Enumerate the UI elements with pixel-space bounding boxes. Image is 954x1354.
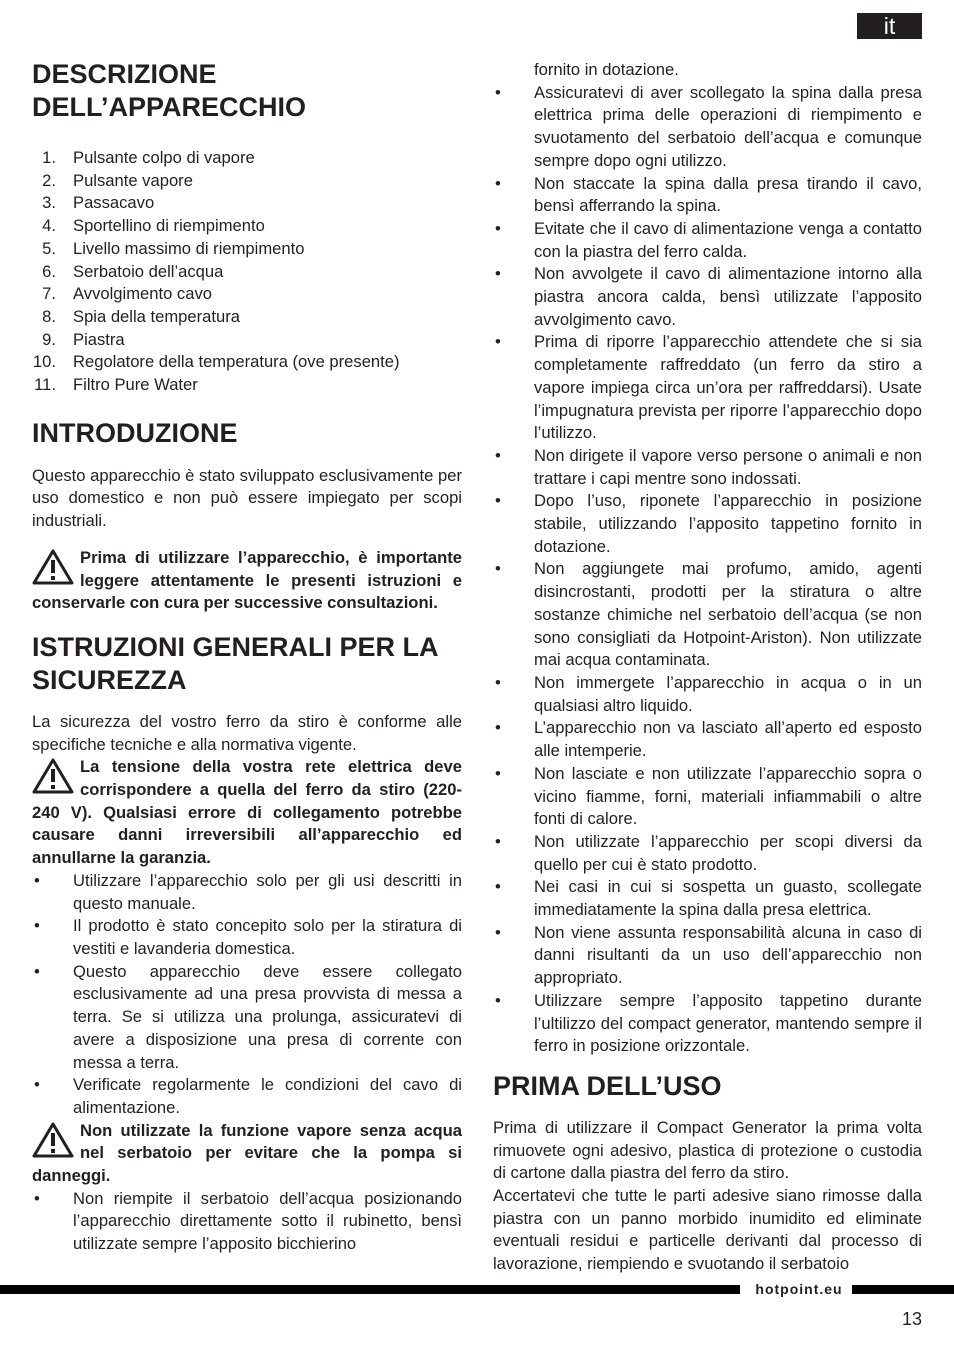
list-item: • Utilizzare sempre l’apposito tappetino durante l’ultilizzo del compact generator, mantendo sempre il ferro in posizione orizzontale. [495,990,922,1056]
list-item: 6. Serbatoio dell’acqua [42,261,224,281]
warning-triangle-icon [32,1122,74,1158]
list-item: 11. Filtro Pure Water [34,375,198,395]
language-tab: it [857,13,922,39]
safety-paragraph: La sicurezza del vostro ferro da stiro è conforme alle specifiche tecniche e alla normativa vigente. [32,711,462,754]
right-column [493,59,922,1276]
section-title-introduzione: INTRODUZIONE [32,417,238,448]
prima-paragraph-1: Prima di utilizzare il Compact Generator la prima volta rimuovete ogni adesivo, plastica di protezione o custodia di cartone dalla piastra del ferro da stiro. [493,1117,922,1183]
list-item: • Il prodotto è stato concepito solo per la stiratura di vestiti e lavanderia domestica. [34,916,462,958]
list-item: 8. Spia della temperatura [42,306,240,326]
list-item: 5. Livello massimo di riempimento [42,238,305,258]
prima-paragraph-2: Accertatevi che tutte le parti adesive siano rimosse dalla piastra con un panno morbido inumidito ed eliminate eventuali residui e particelle derivanti dal processo di lavorazione, riempiendo e svuotando il serbatoio [493,1186,922,1274]
list-item: 4. Sportellino di riempimento [42,216,265,236]
list-item: • Non staccate la spina dalla presa tirando il cavo, bensì afferrando la spina. [495,173,922,216]
list-item: • Nei casi in cui si sospetta un guasto, scollegate immediatamente la spina dalla presa elettrica. [495,877,922,920]
safety-bullets-2 [32,1188,462,1256]
footer-rule-right [852,1285,954,1294]
section-title-descrizione: DESCRIZIONE DELL’APPARECCHIO [32,59,307,122]
list-item: 9. Piastra [42,329,125,349]
safety-bullets-1 [32,870,462,1120]
list-item: 2. Pulsante vapore [42,170,193,190]
warning-triangle-icon [32,758,74,794]
safety-bullets-continued [493,59,922,1058]
section-title-prima-uso: PRIMA DELL’USO [493,1070,722,1101]
footer-rule-left [0,1285,740,1294]
intro-warning: Prima di utilizzare l’apparecchio, è importante leggere attentamente le presenti istruzioni e conservarle con cura per successive consultazioni. [32,547,462,613]
list-item: • Non avvolgete il cavo di alimentazione intorno alla piastra ancora calda, bensì utilizzate l’apposito avvolgimento cavo. [495,264,922,329]
list-item: • L’apparecchio non va lasciato all’aperto ed esposto alle intemperie. [495,718,922,761]
list-item: • Dopo l’uso, riponete l’apparecchio in posizione stabile, utilizzando l’apposito tappetino fornito in dotazione. [495,491,922,556]
list-item: 3. Passacavo [42,193,155,213]
section-title-sicurezza: ISTRUZIONI GENERALI PER LA SICUREZZA [32,631,438,695]
list-item: • Non lasciate e non utilizzate l’apparecchio sopra o vicino fiamme, forni, materiali infiammabili o altre fonti di calore. [495,763,922,829]
list-item: • Evitate che il cavo di alimentazione venga a contatto con la piastra del ferro calda. [495,218,922,261]
intro-paragraph: Questo apparecchio è stato sviluppato esclusivamente per uso domestico e non può essere impiegato per scopi industriali. [32,465,462,531]
left-column [32,58,462,1256]
list-item: • Questo apparecchio deve essere collegato esclusivamente ad una presa provvista di messa a terra. Se si utilizza una prolunga, assicuratevi di avere a disposizione una presa di corrente con messa a terra. [34,961,462,1072]
list-item: 1. Pulsante colpo di vapore [42,148,255,167]
list-item: • Non immergete l’apparecchio in acqua o in un qualsiasi altro liquido. [495,672,922,715]
list-item: • Non utilizzate l’apparecchio per scopi diversi da quello per cui è stato prodotto. [495,831,922,874]
list-item: • Non riempite il serbatoio dell’acqua posizionando l’apparecchio direttamente sotto il rubinetto, bensì utilizzate sempre l’apposito bicchierino [34,1188,462,1254]
footer-website: hotpoint.eu [755,1281,843,1297]
page-number: 13 [901,1309,922,1329]
safety-warning-pump: Non utilizzate la funzione vapore senza acqua nel serbatoio per evitare che la pompa si danneggi. [32,1120,462,1186]
list-item: • Verificate regolarmente le condizioni del cavo di alimentazione. [34,1075,462,1117]
list-item-continuation: fornito in dotazione. [534,60,679,79]
list-item: 7. Avvolgimento cavo [42,284,212,304]
safety-warning-voltage: La tensione della vostra rete elettrica deve corrispondere a quella del ferro da stiro (220-240 V). Qualsiasi errore di collegamento potrebbe causare danni irreversibili all’apparecchio ed annullarne la garanzia. [32,757,462,868]
list-item: • Non viene assunta responsabilità alcuna in caso di danni risultanti da un uso dell’apparecchio non appropriato. [495,922,922,988]
list-item: • Utilizzare l’apparecchio solo per gli usi descritti in questo manuale. [34,870,462,913]
list-item: • Non dirigete il vapore verso persone o animali e non trattare i capi mentre sono indossati. [495,445,922,488]
warning-triangle-icon [32,549,74,585]
list-item: • Assicuratevi di aver scollegato la spina dalla presa elettrica prima delle operazioni di riempimento e svuotamento del serbatoio dell’acqua e comunque sempre dopo ogni utilizzo. [495,82,922,170]
parts-list [32,147,462,397]
list-item: • Non aggiungete mai profumo, amido, agenti disincrostanti, prodotti per la stiratura o altre sostanze chimiche nel serbatoio dell’acqua (se non sono consigliati da Hotpoint-Ariston). Non utilizzate mai acqua contaminata. [495,559,922,670]
list-item: 10. Regolatore della temperatura (ove presente) [32,352,400,372]
list-item: • Prima di riporre l’apparecchio attendete che si sia completamente raffreddato (un ferro da stiro a vapore impiega circa un’ora per raffreddarsi). Usate l’impugnatura prevista per riporre l’apparecchio dopo l’utilizzo. [495,332,922,443]
